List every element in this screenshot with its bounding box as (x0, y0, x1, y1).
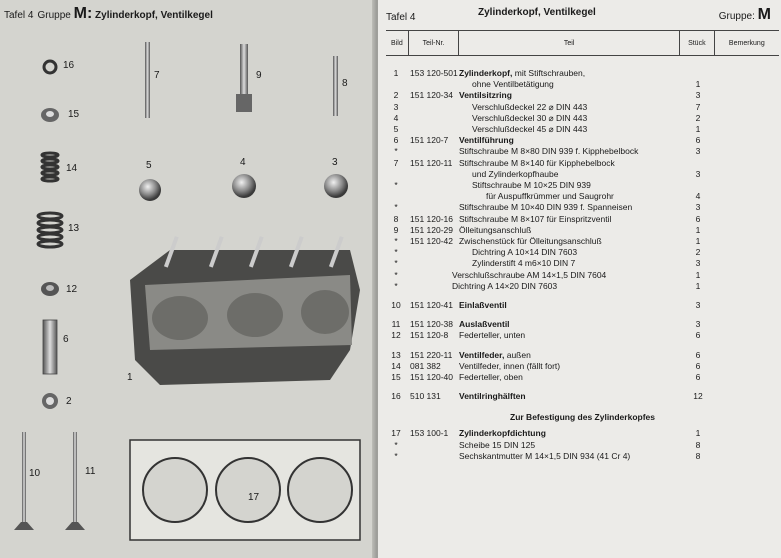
teil-cell: Ventilfeder, innen (fällt fort) (459, 360, 561, 371)
header-bild: Bild (386, 31, 409, 55)
bild-cell: * (394, 247, 398, 258)
stueck-cell: 1 (695, 236, 701, 246)
stueck-cell: 6 (695, 213, 701, 224)
stueck-cell: 12 (693, 391, 703, 402)
table-row (386, 79, 779, 90)
bild-cell: 4 (393, 112, 399, 123)
bild-cell: 11 (391, 319, 401, 330)
table-row (386, 158, 779, 169)
stueck-cell: 8 (695, 450, 701, 461)
stueck-cell: 8 (695, 439, 701, 450)
callout-11: 11 (85, 466, 96, 477)
bild-cell: 5 (393, 124, 399, 134)
teil-nr-cell: 153 100-1 (410, 428, 449, 439)
teil-nr-cell: 151 220-11 (410, 349, 453, 360)
teil-cell: Federteller, unten (459, 330, 526, 341)
teil-nr-cell: 153 120-501 (410, 68, 458, 78)
plug-cap-22-part (324, 174, 348, 198)
stueck-cell: 7 (695, 101, 701, 112)
teil-nr-cell: 081 382 (410, 360, 441, 371)
teil-cell: Zwischenstück für Ölleitungsanschluß (459, 236, 602, 246)
teil-nr-cell: 151 120-7 (410, 135, 449, 146)
teil-cell: Zylinderstift 4 m6×10 DIN 7 (472, 258, 576, 269)
bild-cell: * (394, 450, 398, 461)
bild-cell: 9 (393, 224, 399, 235)
table-row (386, 350, 779, 361)
bild-cell: 3 (393, 101, 399, 112)
outer-valve-spring-part (38, 213, 62, 247)
table-row (386, 135, 779, 146)
table-row (386, 428, 779, 439)
stueck-cell: 6 (695, 360, 701, 371)
bild-cell: 15 (391, 372, 401, 382)
stueck-cell: 1 (695, 79, 701, 90)
bild-cell: 13 (391, 349, 401, 360)
teil-cell: für Auspuffkrümmer und Saugrohr (486, 191, 614, 202)
teil-nr-cell: 151 120-34 (410, 90, 454, 101)
bild-cell: 1 (393, 68, 399, 78)
bild-cell: 6 (393, 135, 399, 146)
bild-cell: * (394, 202, 398, 213)
teil-cell: und Zylinderkopfhaube (472, 168, 559, 179)
bild-cell: 7 (393, 157, 399, 168)
bild-cell: 10 (391, 300, 401, 310)
table-row (386, 124, 779, 135)
teil-nr-cell: 151 120-38 (410, 319, 454, 330)
callout-1: 1 (127, 372, 133, 383)
stueck-cell: 1 (695, 428, 701, 439)
stueck-cell: 3 (695, 258, 701, 269)
callout-6: 6 (63, 334, 69, 345)
teil-cell: Stiftschraube M 8×140 für Kipphebelbock (459, 157, 615, 168)
stueck-cell: 3 (695, 146, 701, 157)
left-page (0, 0, 378, 558)
callout-2: 2 (66, 396, 72, 407)
table-row (386, 180, 779, 191)
bild-cell: 14 (391, 360, 401, 371)
teil-cell: Verschlußschraube AM 14×1,5 DIN 7604 (452, 269, 607, 280)
right-page (378, 0, 781, 558)
section-title: Zur Befestigung des Zylinderkopfes (510, 412, 655, 423)
teil-nr-cell: 151 120-8 (410, 330, 449, 341)
cylinder-head-part (130, 236, 360, 385)
right-gruppe (719, 6, 771, 24)
table-row (386, 90, 779, 101)
stueck-cell: 1 (695, 269, 701, 280)
cylinder-head-gasket-part (130, 440, 360, 540)
callout-8: 8 (342, 78, 348, 89)
stueck-cell: 4 (695, 191, 701, 202)
bild-cell: * (394, 269, 398, 280)
teil-cell: Auslaßventil (459, 319, 510, 330)
table-row (386, 372, 779, 383)
table-row (386, 214, 779, 225)
bild-cell: * (394, 180, 398, 190)
right-gruppe-letter: M (757, 6, 771, 23)
stud-bolt-140-part (145, 42, 150, 118)
right-gruppe-label: Gruppe: (718, 11, 755, 22)
stueck-cell: 6 (695, 330, 701, 341)
teil-nr-cell: 151 120-16 (410, 213, 454, 224)
exploded-parts-illustration (0, 0, 378, 558)
stueck-cell: 6 (695, 135, 701, 146)
callout-17: 17 (248, 492, 260, 503)
teil-cell: Dichtring A 14×20 DIN 7603 (452, 280, 558, 291)
callout-12: 12 (66, 284, 78, 295)
bild-cell: 12 (391, 330, 401, 341)
table-row (386, 146, 779, 157)
callout-3: 3 (332, 157, 338, 168)
bild-cell: 8 (393, 213, 399, 224)
stueck-cell: 1 (695, 224, 701, 235)
table-row (386, 191, 779, 202)
stueck-cell: 3 (695, 319, 701, 330)
bild-cell: * (394, 236, 398, 246)
table-row (386, 225, 779, 236)
callout-5: 5 (146, 160, 152, 171)
teil-nr-cell: 151 120-41 (410, 300, 454, 310)
table-row (386, 247, 779, 258)
table-row (386, 361, 779, 372)
teil-cell: Verschlußdeckel 22 ⌀ DIN 443 (472, 101, 588, 112)
stueck-cell: 6 (695, 349, 701, 360)
table-row (386, 391, 779, 402)
teil-cell: Scheibe 15 DIN 125 (459, 439, 536, 450)
teil-nr-cell: 151 120-29 (410, 224, 454, 235)
table-row (386, 113, 779, 124)
teil-cell: Stiftschraube M 8×80 DIN 939 f. Kipphebelbock (459, 146, 639, 157)
teil-cell: Stiftschraube M 10×40 DIN 939 f. Spanneisen (459, 202, 633, 213)
teil-cell: Zylinderkopfdichtung (459, 428, 546, 439)
teil-cell: Einlaßventil (459, 300, 507, 310)
stueck-cell: 3 (695, 202, 701, 213)
stueck-cell: 2 (695, 112, 701, 123)
bild-cell: * (394, 146, 398, 157)
table-row (386, 281, 779, 292)
teil-cell: Ventilsitzring (459, 90, 512, 101)
teil-cell: Dichtring A 10×14 DIN 7603 (472, 247, 578, 258)
callout-14: 14 (66, 163, 78, 174)
inner-valve-spring-part (42, 153, 58, 181)
intake-valve-part (14, 432, 34, 530)
valve-cone-halves-part (44, 61, 56, 73)
table-row (386, 68, 779, 79)
stueck-cell: 6 (695, 372, 701, 382)
callout-16: 16 (63, 60, 75, 71)
stueck-cell: 1 (695, 124, 701, 134)
right-tafel: Tafel 4 (386, 12, 416, 23)
valve-guide-part (43, 320, 57, 374)
callout-4: 4 (240, 157, 246, 168)
callout-9: 9 (256, 70, 262, 81)
teil-cell: Sechskantmutter M 14×1,5 DIN 934 (41 Cr 4) (459, 450, 631, 461)
callout-10: 10 (29, 468, 41, 479)
callout-13: 13 (68, 223, 80, 234)
table-row (386, 202, 779, 213)
table-row (386, 440, 779, 451)
teil-cell: Verschlußdeckel 45 ⌀ DIN 443 (472, 124, 588, 134)
left-gruppe-letter: M: (73, 5, 93, 22)
teil-cell: Ventilfeder, außen (459, 349, 531, 360)
header-bemerkung: Bemerkung (728, 39, 765, 47)
upper-spring-retainer-part (41, 108, 59, 122)
teil-nr-cell: 151 120-40 (410, 372, 454, 382)
teil-cell: Zylinderkopf, mit Stiftschrauben, (459, 68, 586, 78)
header-stueck: Stück (680, 31, 715, 55)
lower-spring-retainer-part (41, 282, 59, 296)
plug-cap-30-part (232, 174, 256, 198)
parts-table-header (386, 30, 779, 56)
exhaust-valve-part (65, 432, 85, 530)
stueck-cell: 3 (695, 168, 701, 179)
table-row (386, 319, 779, 330)
right-title: Zylinderkopf, Ventilkegel (478, 7, 596, 18)
teil-cell: Stiftschraube M 10×25 DIN 939 (472, 180, 591, 190)
teil-cell: Federteller, oben (459, 372, 523, 382)
bild-cell: 16 (391, 391, 401, 402)
callout-7: 7 (154, 70, 160, 81)
teil-cell: Ölleitungsanschluß (459, 224, 532, 235)
teil-cell: Verschlußdeckel 30 ⌀ DIN 443 (472, 112, 588, 123)
oil-line-fitting-part (236, 44, 252, 112)
teil-cell: Ventilführung (459, 135, 514, 146)
bild-cell: 17 (391, 428, 401, 439)
left-tafel: Tafel 4 (4, 10, 34, 21)
bild-cell: * (394, 258, 398, 269)
plug-cap-45-part (139, 179, 161, 201)
table-row (386, 270, 779, 281)
teil-cell: ohne Ventilbetätigung (472, 79, 554, 90)
stueck-cell: 3 (695, 300, 701, 310)
teil-nr-cell: 151 120-42 (410, 236, 454, 246)
teil-cell: Ventilringhälften (459, 391, 526, 402)
table-row (386, 102, 779, 113)
table-row (386, 258, 779, 269)
table-row (386, 300, 779, 311)
bild-cell: * (394, 439, 398, 450)
header-teil: Teil (459, 31, 680, 55)
table-row (386, 451, 779, 462)
left-gruppe-label: Gruppe (37, 10, 71, 21)
stueck-cell: 2 (695, 247, 701, 258)
bild-cell: 2 (393, 90, 399, 101)
teil-nr-cell: 151 120-11 (410, 157, 453, 168)
header-teil-nr: Teil-Nr. (409, 31, 459, 55)
table-row (386, 236, 779, 247)
left-title: Zylinderkopf, Ventilkegel (95, 10, 213, 21)
stueck-cell: 3 (695, 90, 701, 101)
stud-bolt-107-part (333, 56, 338, 116)
table-row (386, 169, 779, 180)
teil-nr-cell: 510 131 (410, 391, 441, 402)
bild-cell: * (394, 280, 398, 291)
stueck-cell: 1 (695, 280, 701, 291)
callout-15: 15 (68, 109, 80, 120)
valve-seat-ring-part (42, 393, 58, 409)
table-row (386, 330, 779, 341)
teil-cell: Stiftschraube M 8×107 für Einspritzventil (459, 213, 612, 224)
